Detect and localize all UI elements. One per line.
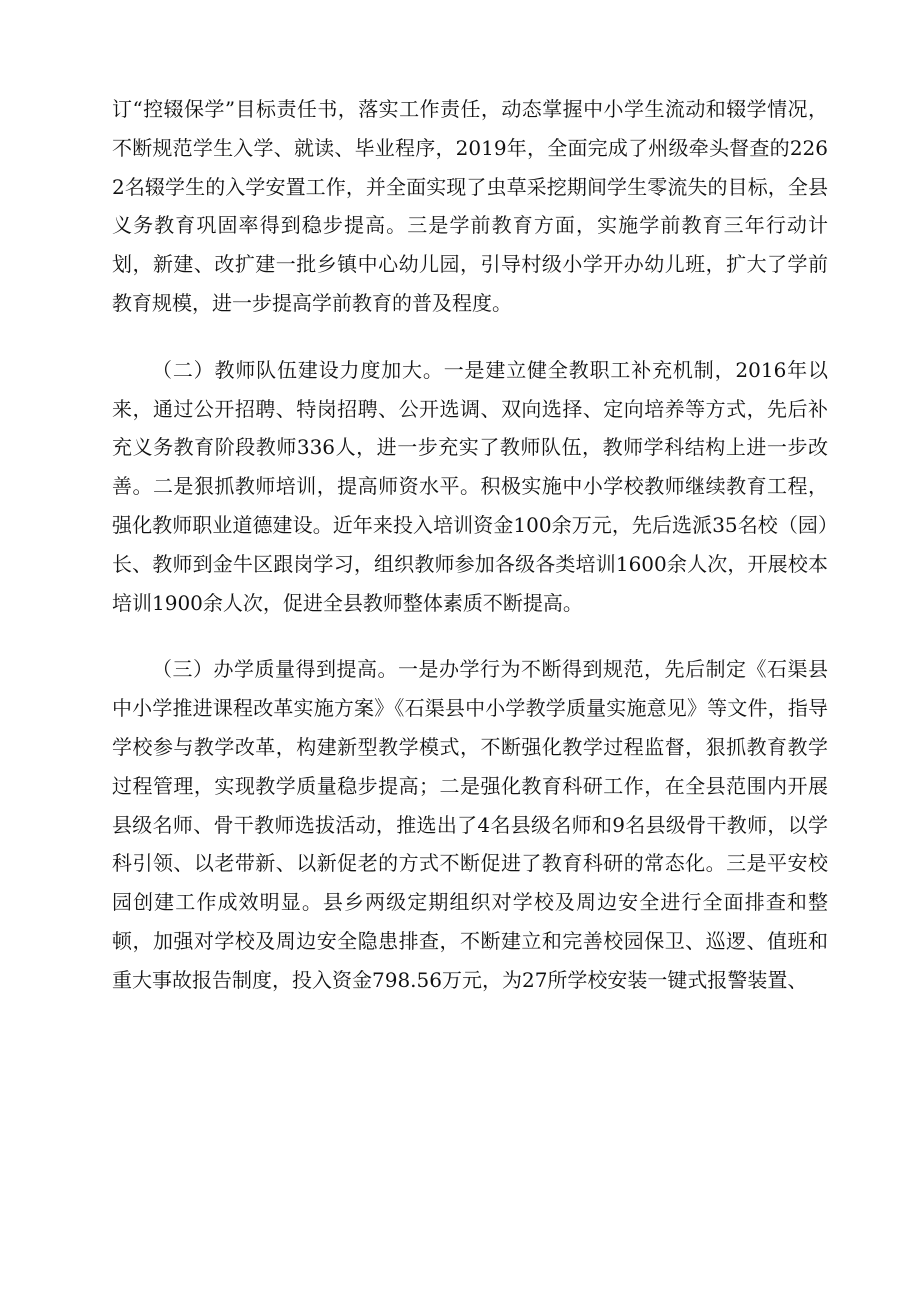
paragraph-2: （二）教师队伍建设力度加大。一是建立健全教职工补充机制，2016年以来，通过公开招聘、特岗招聘、公开选调、双向选择、定向培养等方式，先后补充义务教育阶段教师336人，进一步充实了教师队伍，教师学科结构上进一步改善。二是狠抓教师培训，提高师资水平。积极实施中小学校教师继续教育工程，强化教师职业道德建设。近年来投入培训资金100余万元，先后选派35名校（园）长、教师到金牛区跟岗学习，组织教师参加各级各类培训1600余人次，开展校本培训1900余人次，促进全县教师整体素质不断提高。 (112, 357, 828, 615)
paragraph-1: 订“控辍保学”目标责任书，落实工作责任，动态掌握中小学生流动和辍学情况，不断规范学生入学、就读、毕业程序，2019年，全面完成了州级牵头督查的2262名辍学生的入学安置工作，并全面实现了虫草采挖期间学生零流失的目标，全县义务教育巩固率得到稳步提高。三是学前教育方面，实施学前教育三年行动计划，新建、改扩建一批乡镇中心幼儿园，引导村级小学开办幼儿班，扩大了学前教育规模，进一步提高学前教育的普及程度。 (112, 97, 828, 315)
document-body (112, 90, 828, 1028)
paragraph-3: （三）办学质量得到提高。一是办学行为不断得到规范，先后制定《石渠县中小学推进课程改革实施方案》《石渠县中小学教学质量实施意见》等文件，指导学校参与教学改革，构建新型教学模式，不断强化教学过程监督，狠抓教育教学过程管理，实现教学质量稳步提高；二是强化教育科研工作，在全县范围内开展县级名师、骨干教师选拔活动，推选出了4名县级名师和9名县级骨干教师，以学科引领、以老带新、以新促老的方式不断促进了教育科研的常态化。三是平安校园创建工作成效明显。县乡两级定期组织对学校及周边安全进行全面排查和整顿，加强对学校及周边安全隐患排查，不断建立和完善校园保卫、巡逻、值班和重大事故报告制度，投入资金798.56万元，为27所学校安装一键式报警装置、 (112, 657, 828, 992)
